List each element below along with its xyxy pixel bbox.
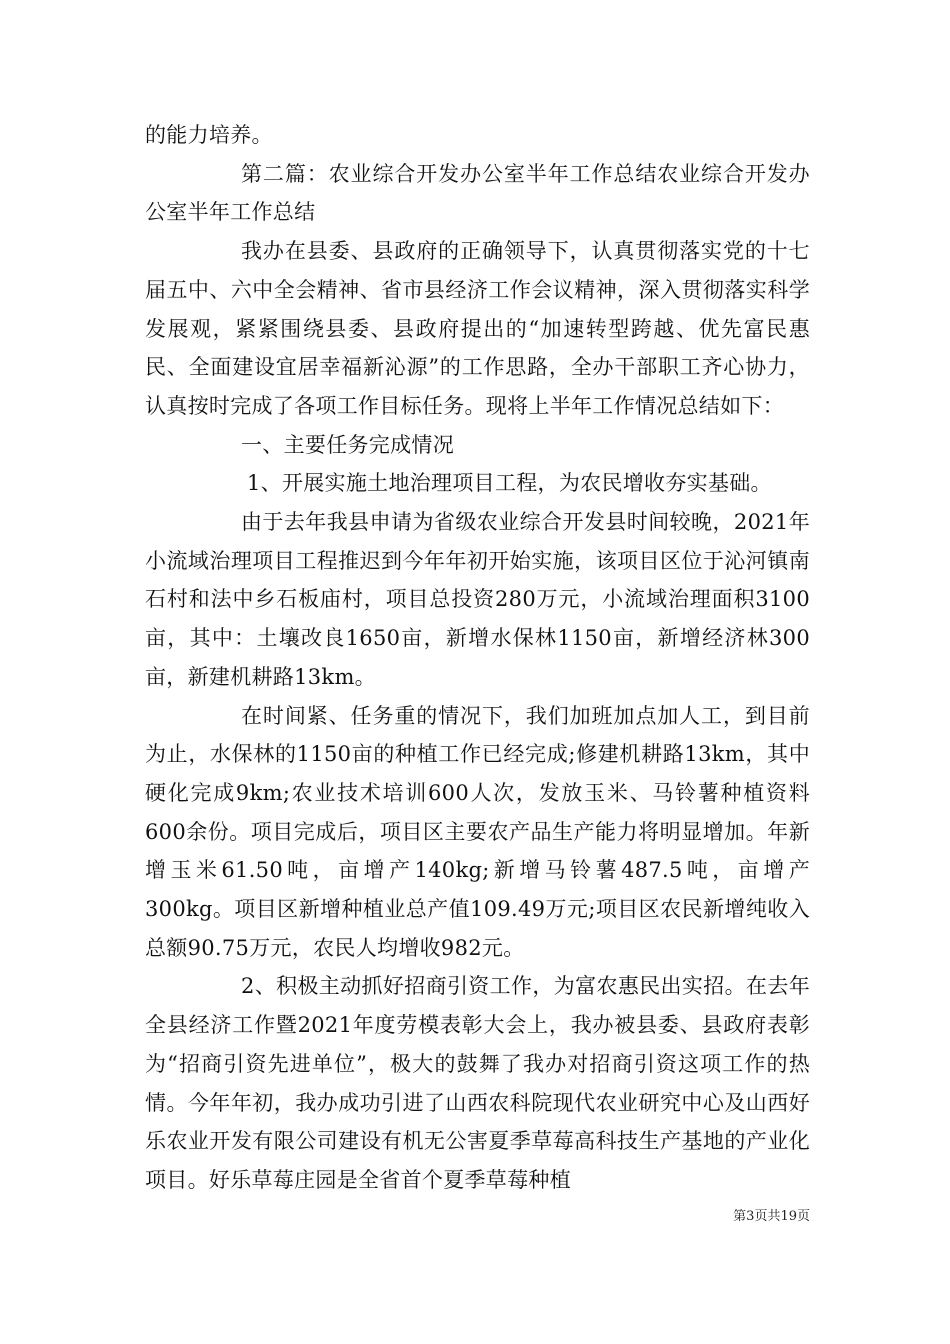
section-heading: 第二篇：农业综合开发办公室半年工作总结农业综合开发办公室半年工作总结 — [145, 161, 810, 225]
document-body — [145, 116, 810, 1200]
page-number: 第3页共19页 — [733, 1209, 810, 1224]
paragraph-intro: 我办在县委、县政府的正确领导下，认真贯彻落实党的十七届五中、六中全会精神、省市县经济工作会议精神，深入贯彻落实科学发展观，紧紧围绕县委、县政府提出的“加速转型跨越、优先富民惠民、全面建设宜居幸福新沁源”的工作思路，全办干部职工齐心协力，认真按时完成了各项工作目标任务。现将上半年工作情况总结如下： — [145, 239, 810, 418]
paragraph-continuation: 的能力培养。 — [145, 123, 273, 147]
subheading-main-tasks: 一、主要任务完成情况 — [241, 432, 454, 457]
paragraph-investment: 2、积极主动抓好招商引资工作，为富农惠民出实招。在去年全县经济工作暨2021年度劳模表彰大会上，我办被县委、县政府表彰为“招商引资先进单位”，极大的鼓舞了我办对招商引资这项工作的热情。今年年初，我办成功引进了山西农科院现代农业研究中心及山西好乐农业开发有限公司建设有机无公害夏季草莓高科技生产基地的产业化项目。好乐草莓庄园是全省首个夏季草莓种植 — [145, 974, 810, 1192]
subheading-item-1: 1、开展实施土地治理项目工程，为农民增收夯实基础。 — [247, 471, 772, 496]
paragraph-project-description: 由于去年我县申请为省级农业综合开发县时间较晚，2021年小流域治理项目工程推迟到今年年初开始实施，该项目区位于沁河镇南石村和法中乡石板庙村，项目总投资280万元，小流域治理面积3100亩，其中：土壤改良1650亩，新增水保林1150亩，新增经济林300亩，新建机耕路13km。 — [145, 510, 810, 689]
paragraph-progress: 在时间紧、任务重的情况下，我们加班加点加人工，到目前为止，水保林的1150亩的种植工作已经完成;修建机耕路13km，其中硬化完成9km;农业技术培训600人次，发放玉米、马铃薯种植资料600余份。项目完成后，项目区主要农产品生产能力将明显增加。年新增玉米61.50吨，亩增产140kg;新增马铃薯487.5吨，亩增产300kg。项目区新增种植业总产值109.49万元;项目区农民新增纯收入总额90.75万元，农民人均增收982元。 — [145, 703, 810, 960]
